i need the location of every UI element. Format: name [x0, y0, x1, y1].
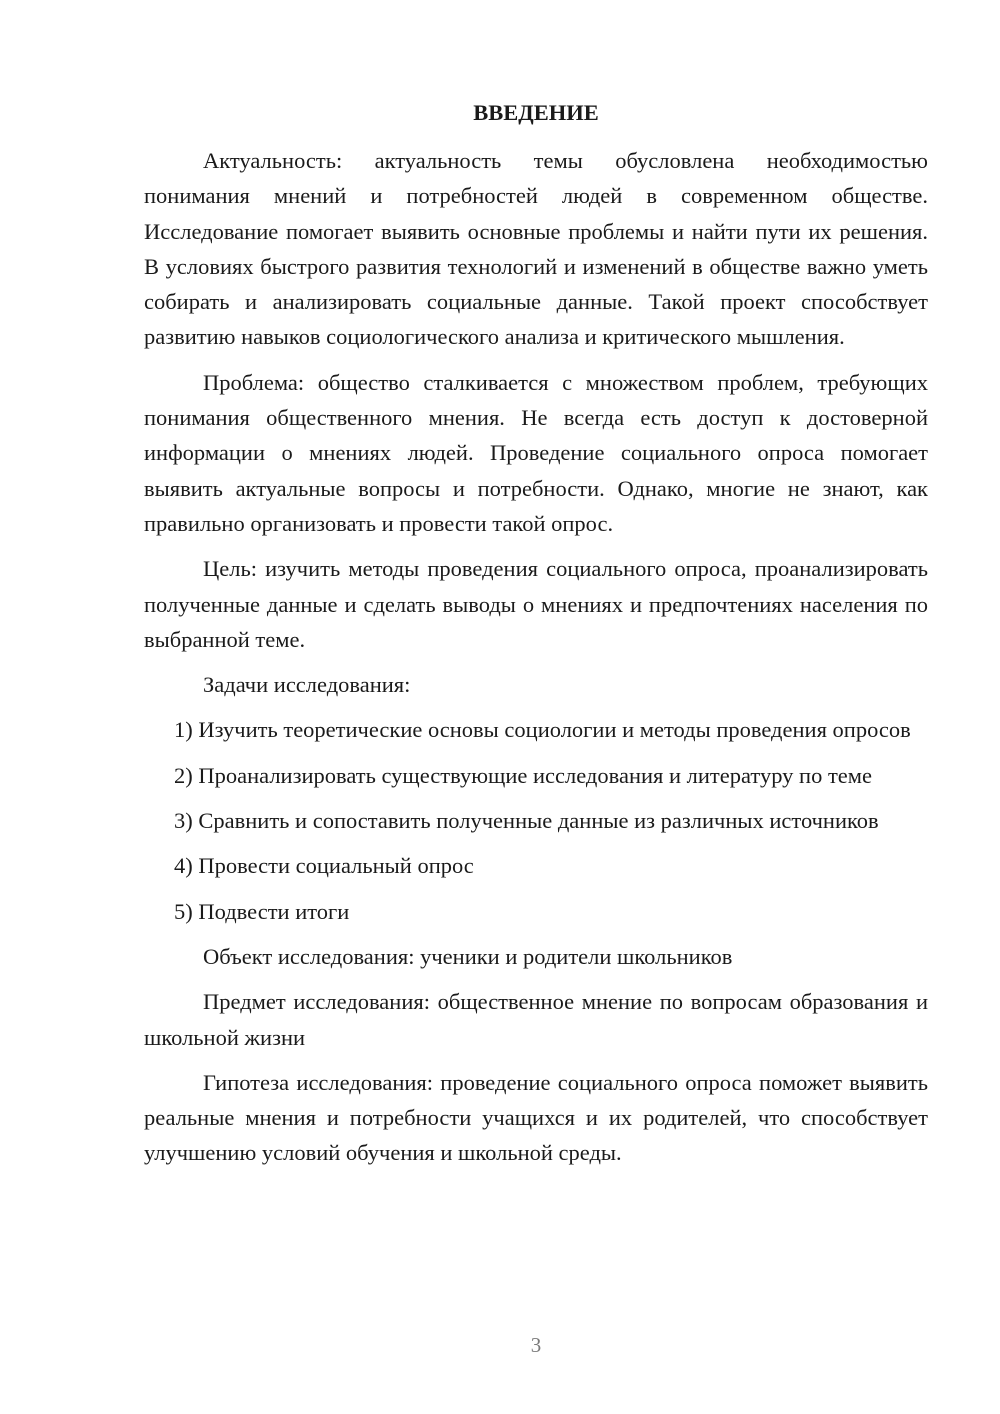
relevance-paragraph: Актуальность: актуальность темы обусловлена необходимостью понимания мнений и потребностей людей в современном обществе. Исследование помогает выявить основные проблемы и найти пути их решения. В условиях быстрого развития технологий и изменений в обществе важно уметь собирать и анализировать социальные данные. Такой проект способствует развитию навыков социологического анализа и критического мышления. — [144, 148, 928, 350]
task-item: 2) Проанализировать существующие исследования и литературу по теме — [174, 762, 872, 788]
problem-paragraph: Проблема: общество сталкивается с множеством проблем, требующих понимания общественного мнения. Не всегда есть доступ к достоверной информации о мнениях людей. Проведение социального опроса помогает выявить актуальные вопросы и потребности. Однако, многие не знают, как правильно организовать и провести такой опрос. — [144, 369, 928, 536]
tasks-heading: Задачи исследования: — [203, 672, 411, 698]
section-title: ВВЕДЕНИЕ — [473, 100, 599, 125]
page-number: 3 — [530, 1333, 542, 1357]
hypothesis-paragraph: Гипотеза исследования: проведение социального опроса поможет выявить реальные мнения и потребности учащихся и их родителей, что способствует улучшению условий обучения и школьной среды. — [144, 1069, 928, 1166]
task-item: 1) Изучить теоретические основы социологии и методы проведения опросов — [174, 717, 911, 743]
object-paragraph: Объект исследования: ученики и родители школьников — [203, 943, 733, 969]
subject-paragraph: Предмет исследования: общественное мнение по вопросам образования и школьной жизни — [144, 989, 928, 1050]
task-item: 4) Провести социальный опрос — [174, 853, 474, 879]
task-item: 5) Подвести итоги — [174, 898, 350, 924]
page-content — [144, 95, 928, 1181]
task-item: 3) Сравнить и сопоставить полученные данные из различных источников — [174, 808, 879, 834]
goal-paragraph: Цель: изучить методы проведения социального опроса, проанализировать полученные данные и сделать выводы о мнениях и предпочтениях населения по выбранной теме. — [144, 556, 928, 652]
